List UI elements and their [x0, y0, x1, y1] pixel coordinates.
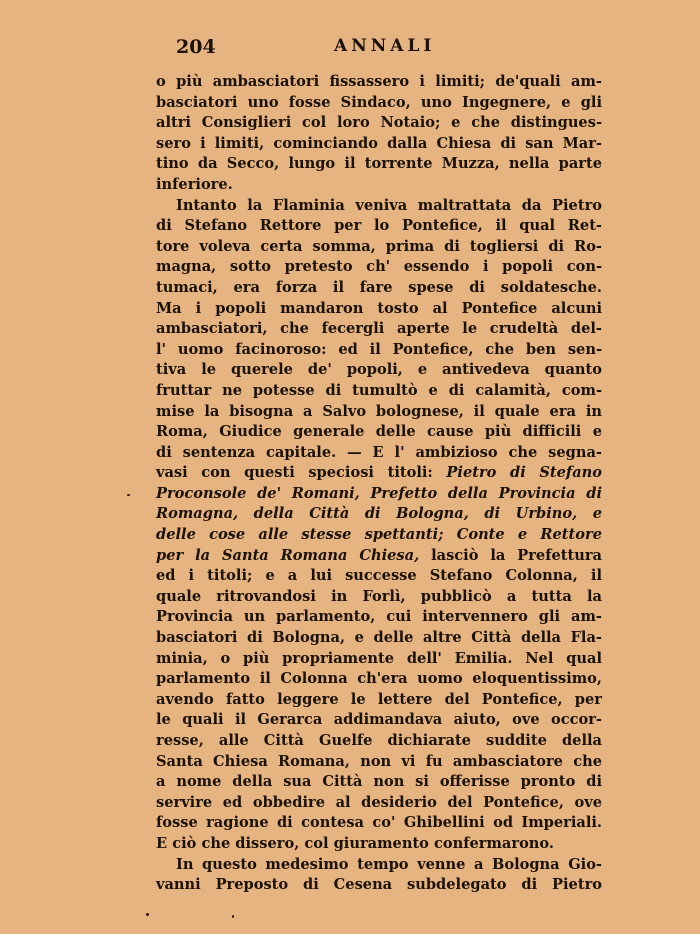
text-run: mise la bisogna a Salvo bolognese, il quale era in	[156, 402, 602, 420]
text-run: Ma i popoli mandaron tosto al Pontefice alcuni	[156, 299, 602, 317]
text-run: basciatori uno fosse Sindaco, uno Ingegnere, e gli	[156, 93, 602, 111]
text-line	[156, 546, 602, 567]
running-title: ANNALI	[334, 36, 436, 56]
italic-run: delle cose alle stesse spettanti; Conte e Rettore	[156, 526, 602, 544]
text-run: resse, alle Città Guelfe dichiarate suddite della	[156, 732, 602, 749]
text-run: fosse ragione di contesa co' Ghibellini od Imperiali.	[156, 814, 602, 832]
text-run: di sentenza capitale. — E l' ambizioso che segna-	[156, 443, 602, 461]
text-line	[156, 628, 602, 649]
text-line	[156, 72, 602, 93]
text-line	[156, 669, 602, 690]
text-line	[156, 443, 602, 464]
text-line	[156, 525, 602, 546]
text-run: Santa Chiesa Romana, non vi fu ambasciatore che	[156, 752, 602, 770]
text-run: tore voleva certa somma, prima di togliersi di Ro-	[156, 237, 602, 255]
text-line	[156, 278, 602, 299]
text-run: Provincia un parlamento, cui intervennero gli am-	[156, 608, 602, 626]
text-run: servire ed obbedire al desiderio del Pontefice, ove	[156, 793, 602, 811]
page-number: 204	[176, 36, 216, 58]
text-line	[156, 340, 602, 361]
text-line	[156, 134, 602, 155]
text-line	[156, 319, 602, 340]
text-line	[156, 566, 602, 587]
text-line	[156, 690, 602, 711]
text-run: minia, o più propriamente dell' Emilia. Nel qual	[156, 649, 602, 667]
text-line	[156, 93, 602, 114]
text-run: ed i titoli; e a lui successe Stefano Colonna, il	[156, 567, 602, 585]
text-run: l' uomo facinoroso: ed il Pontefice, che ben sen-	[156, 340, 602, 358]
text-run: inferiore.	[156, 175, 233, 193]
text-run: le quali il Gerarca addimandava aiuto, ove occor-	[156, 711, 602, 729]
italic-run: Romagna, della Città di Bologna, di Urbino, e	[156, 505, 602, 523]
text-line	[156, 196, 602, 217]
text-line	[156, 216, 602, 237]
text-run: magna, sotto pretesto ch' essendo i popoli con-	[156, 258, 602, 276]
text-line	[156, 175, 602, 196]
text-run: vanni Preposto di Cesena subdelegato di Pietro	[156, 876, 602, 894]
text-line	[156, 463, 602, 484]
text-run: a nome della sua Città non si offerisse pronto di	[156, 773, 602, 791]
text-line	[156, 772, 602, 793]
text-line	[156, 731, 602, 752]
text-run: parlamento il Colonna ch'era uomo eloquentissimo,	[156, 670, 602, 688]
text-line	[156, 237, 602, 258]
text-run: avendo fatto leggere le lettere del Pontefice, per	[156, 690, 602, 708]
text-line	[156, 834, 602, 855]
text-line	[156, 484, 602, 505]
text-line	[156, 855, 602, 876]
text-run: vasi con questi speciosi titoli:	[156, 464, 447, 482]
text-run: fruttar ne potesse di tumultò e di calamità, com-	[156, 381, 602, 399]
italic-run: Proconsole de' Romani, Prefetto della Provincia di	[156, 484, 602, 502]
text-run: sero i limiti, cominciando dalla Chiesa di san Mar-	[156, 134, 602, 152]
text-line	[156, 504, 602, 525]
text-run: Intanto la Flaminia veniva maltrattata da Pietro	[176, 196, 602, 214]
text-line	[156, 360, 602, 381]
text-run: Roma, Giudice generale delle cause più difficili e	[156, 423, 602, 441]
italic-run: Pietro di Stefano	[446, 464, 602, 482]
page-header	[156, 36, 602, 60]
text-run: altri Consiglieri col loro Notaio; e che distingues-	[156, 114, 602, 132]
text-run: di Stefano Rettore per lo Pontefice, il qual Ret-	[156, 217, 602, 235]
text-run: tiva le querele de' popoli, e antivedeva quanto	[156, 361, 602, 379]
text-run: In questo medesimo tempo venne a Bologna Gio-	[176, 855, 602, 873]
text-run: E ciò che dissero, col giuramento confermarono.	[156, 834, 554, 852]
text-line	[156, 154, 602, 175]
text-line	[156, 422, 602, 443]
text-run: quale ritrovandosi in Forlì, pubblicò a tutta la	[156, 587, 602, 605]
text-run: basciatori di Bologna, e delle altre Città della Fla-	[156, 629, 602, 647]
text-run: tumaci, era forza il fare spese di soldatesche.	[156, 278, 602, 296]
text-run: ambasciatori, che fecergli aperte le crudeltà del-	[156, 320, 602, 338]
text-line	[156, 402, 602, 423]
text-line	[156, 113, 602, 134]
text-line	[156, 875, 602, 896]
text-line	[156, 752, 602, 773]
body-text	[156, 72, 602, 896]
text-run: lasciò la Prefettura	[419, 546, 602, 564]
text-line	[156, 710, 602, 731]
text-line	[156, 257, 602, 278]
text-line	[156, 793, 602, 814]
text-line	[156, 607, 602, 628]
text-run: o più ambasciatori fissassero i limiti; de'quali am-	[156, 73, 602, 90]
text-line	[156, 587, 602, 608]
text-line	[156, 381, 602, 402]
text-line	[156, 299, 602, 320]
text-line	[156, 649, 602, 670]
text-run: tino da Secco, lungo il torrente Muzza, nella parte	[156, 155, 602, 173]
text-line	[156, 813, 602, 834]
italic-run: per la Santa Romana Chiesa,	[156, 546, 420, 564]
